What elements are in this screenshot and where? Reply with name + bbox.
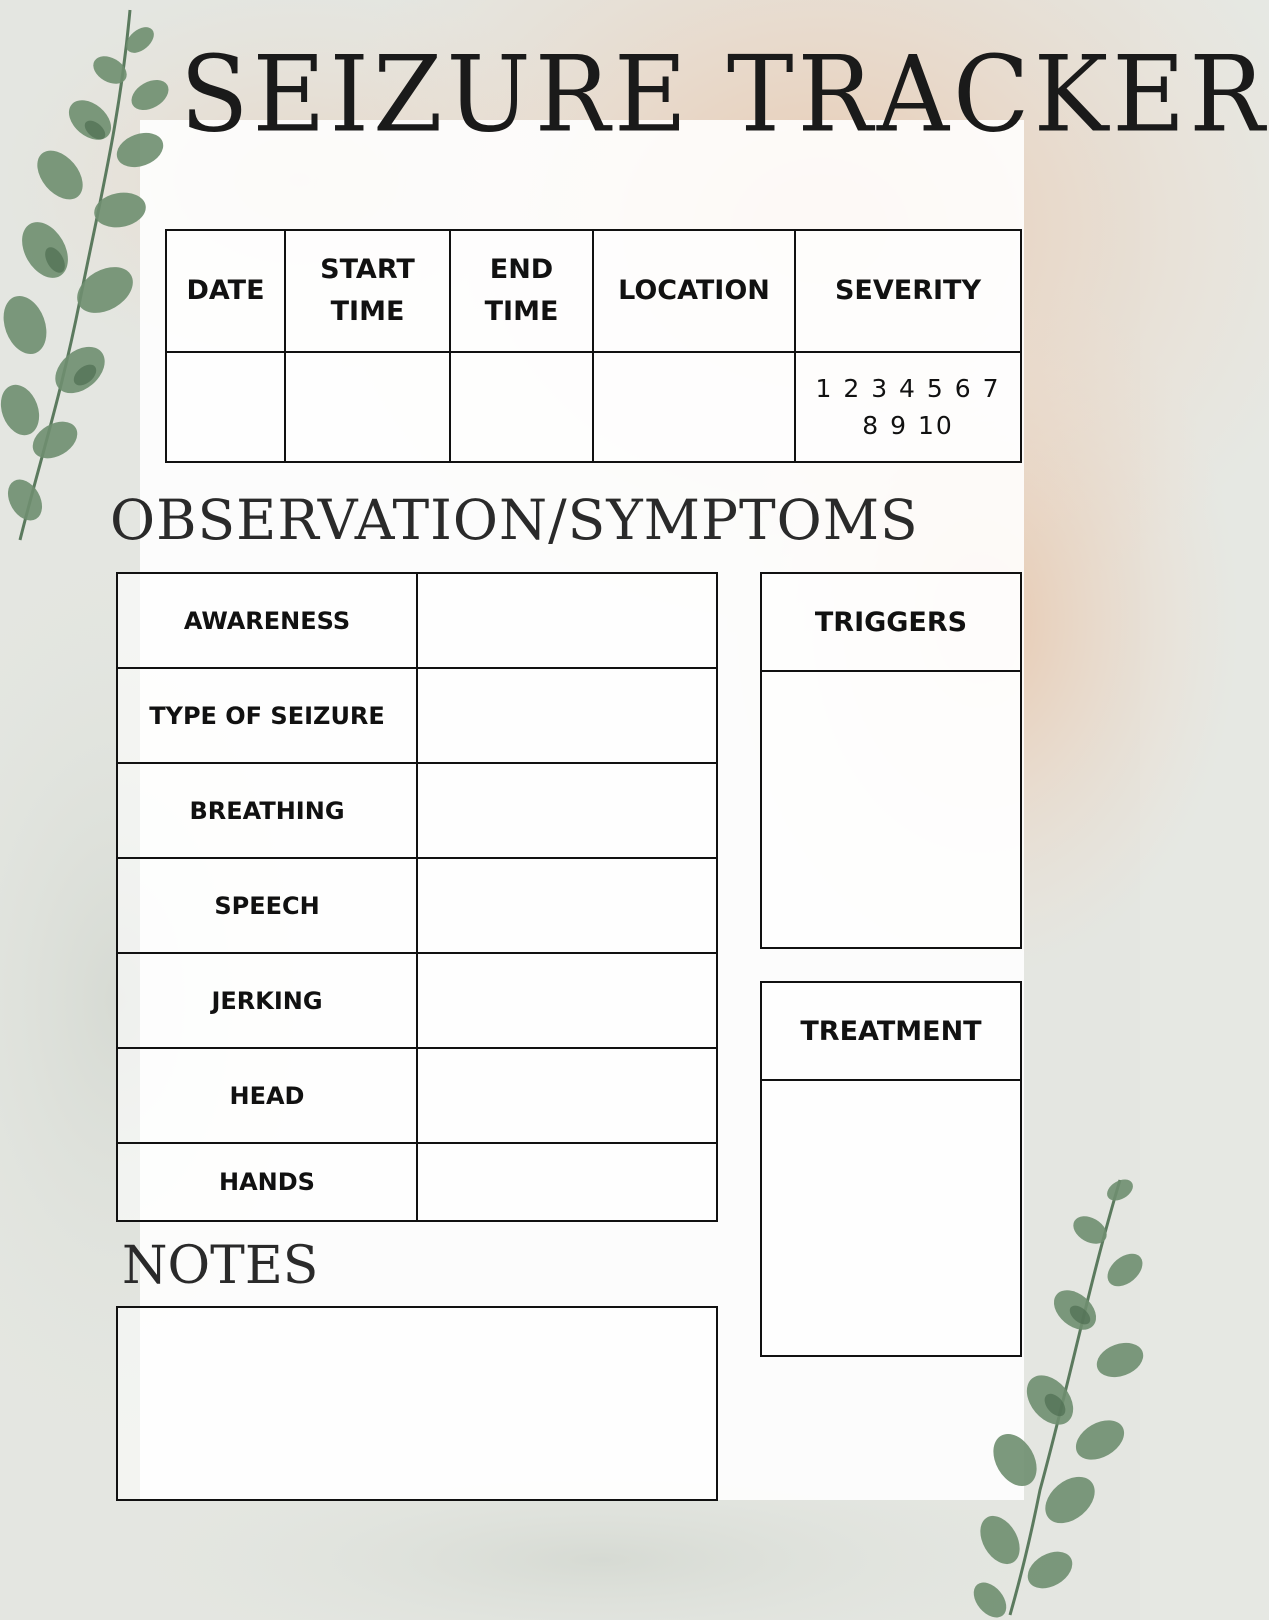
observation-value-cell[interactable]: [417, 953, 717, 1048]
end-time-cell[interactable]: [450, 352, 593, 462]
observation-value-cell[interactable]: [417, 763, 717, 858]
location-header: LOCATION: [593, 230, 795, 352]
seizure-log-table: [165, 229, 1022, 463]
observation-heading: OBSERVATION/SYMPTOMS: [110, 488, 919, 552]
table-row: [117, 573, 717, 668]
start-time-header-line1: START: [320, 254, 415, 285]
end-time-header: [450, 230, 593, 352]
table-row: [117, 953, 717, 1048]
treatment-box: [760, 981, 1022, 1357]
observation-value-cell[interactable]: [417, 668, 717, 763]
observation-table: [116, 572, 718, 1222]
date-cell[interactable]: [166, 352, 285, 462]
treatment-heading: TREATMENT: [762, 983, 1020, 1081]
table-row: [117, 1048, 717, 1143]
notes-input-area[interactable]: [116, 1306, 718, 1501]
observation-label: BREATHING: [117, 763, 417, 858]
table-row: [117, 858, 717, 953]
start-time-header-line2: TIME: [330, 296, 405, 327]
table-row: [117, 668, 717, 763]
observation-value-cell[interactable]: [417, 1048, 717, 1143]
observation-label: JERKING: [117, 953, 417, 1048]
page-title: SEIZURE TRACKER: [180, 33, 1269, 156]
observation-label: TYPE OF SEIZURE: [117, 668, 417, 763]
observation-label: AWARENESS: [117, 573, 417, 668]
triggers-heading: TRIGGERS: [762, 574, 1020, 672]
severity-scale-line1: 1 2 3 4 5 6 7: [815, 374, 1001, 403]
observation-label: HEAD: [117, 1048, 417, 1143]
log-header-row: [166, 230, 1021, 352]
triggers-input-area[interactable]: [762, 672, 1020, 942]
location-cell[interactable]: [593, 352, 795, 462]
date-header: DATE: [166, 230, 285, 352]
treatment-input-area[interactable]: [762, 1081, 1020, 1351]
observation-label: SPEECH: [117, 858, 417, 953]
triggers-box: [760, 572, 1022, 949]
notes-heading: NOTES: [122, 1236, 319, 1296]
log-entry-row: [166, 352, 1021, 462]
severity-cell[interactable]: [795, 352, 1021, 462]
severity-scale-line2: 8 9 10: [862, 411, 954, 440]
eucalyptus-branch-top-left: [0, 0, 180, 560]
start-time-header: [285, 230, 450, 352]
end-time-header-line1: END: [489, 254, 554, 285]
severity-header: SEVERITY: [795, 230, 1021, 352]
observation-value-cell[interactable]: [417, 858, 717, 953]
end-time-header-line2: TIME: [484, 296, 559, 327]
start-time-cell[interactable]: [285, 352, 450, 462]
observation-label: HANDS: [117, 1143, 417, 1221]
table-row: [117, 1143, 717, 1221]
table-row: [117, 763, 717, 858]
observation-value-cell[interactable]: [417, 573, 717, 668]
observation-value-cell[interactable]: [417, 1143, 717, 1221]
